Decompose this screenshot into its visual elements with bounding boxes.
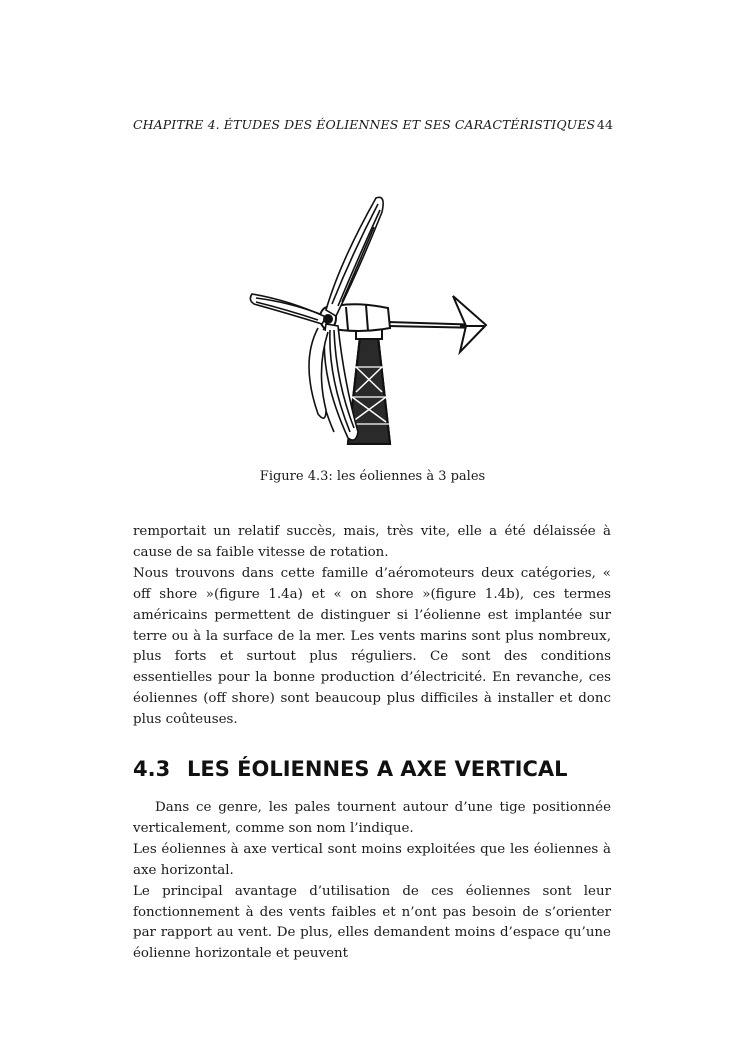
wind-turbine-illustration [248,192,490,445]
paragraph: Les éoliennes à axe vertical sont moins exploitées que les éoliennes à axe horizontal. [133,841,611,878]
running-header [133,117,613,132]
section-number: 4.3 [133,757,171,781]
body-text-bottom [133,798,611,965]
chapter-title: CHAPITRE 4. ÉTUDES DES ÉOLIENNES ET SES CARACTÉRISTIQUES [133,117,596,132]
paragraph: remportait un relatif succès, mais, très vite, elle a été délaissée à cause de sa faible vitesse de rotation. [133,524,611,560]
section-heading [133,757,568,781]
page-number: 44 [596,117,613,132]
body-text-top [133,522,611,731]
tail-vane [388,296,486,352]
section-title: LES ÉOLIENNES A AXE VERTICAL [187,757,568,781]
figure-caption: Figure 4.3: les éoliennes à 3 pales [259,469,486,484]
paragraph: Dans ce genre, les pales tournent autour d’une tige positionnée verticalement, comme son nom l’indique. [133,800,611,836]
paragraph: Nous trouvons dans cette famille d’aéromoteurs deux catégories, « off shore »(figure 1.4a) et « on shore »(figure 1.4b), ces termes américains permettent de distinguer si l’éolienne est implantée sur terre ou à la surface de la mer. Les vents marins sont plus nombreux, plus forts et surtout plus réguliers. Ce sont des conditions essentielles pour la bonne production d’électricité. En revanche, ces éoliennes (off shore) sont beaucoup plus difficiles à installer et donc plus coûteuses. [133,565,611,728]
paragraph: Le principal avantage d’utilisation de ces éoliennes sont leur fonctionnement à des vents faibles et n’ont pas besoin de s’orienter par rapport au vent. De plus, elles demandent moins d’espace qu’une éolienne horizontale et peuvent [133,883,611,962]
figure-wind-turbine [248,192,490,445]
